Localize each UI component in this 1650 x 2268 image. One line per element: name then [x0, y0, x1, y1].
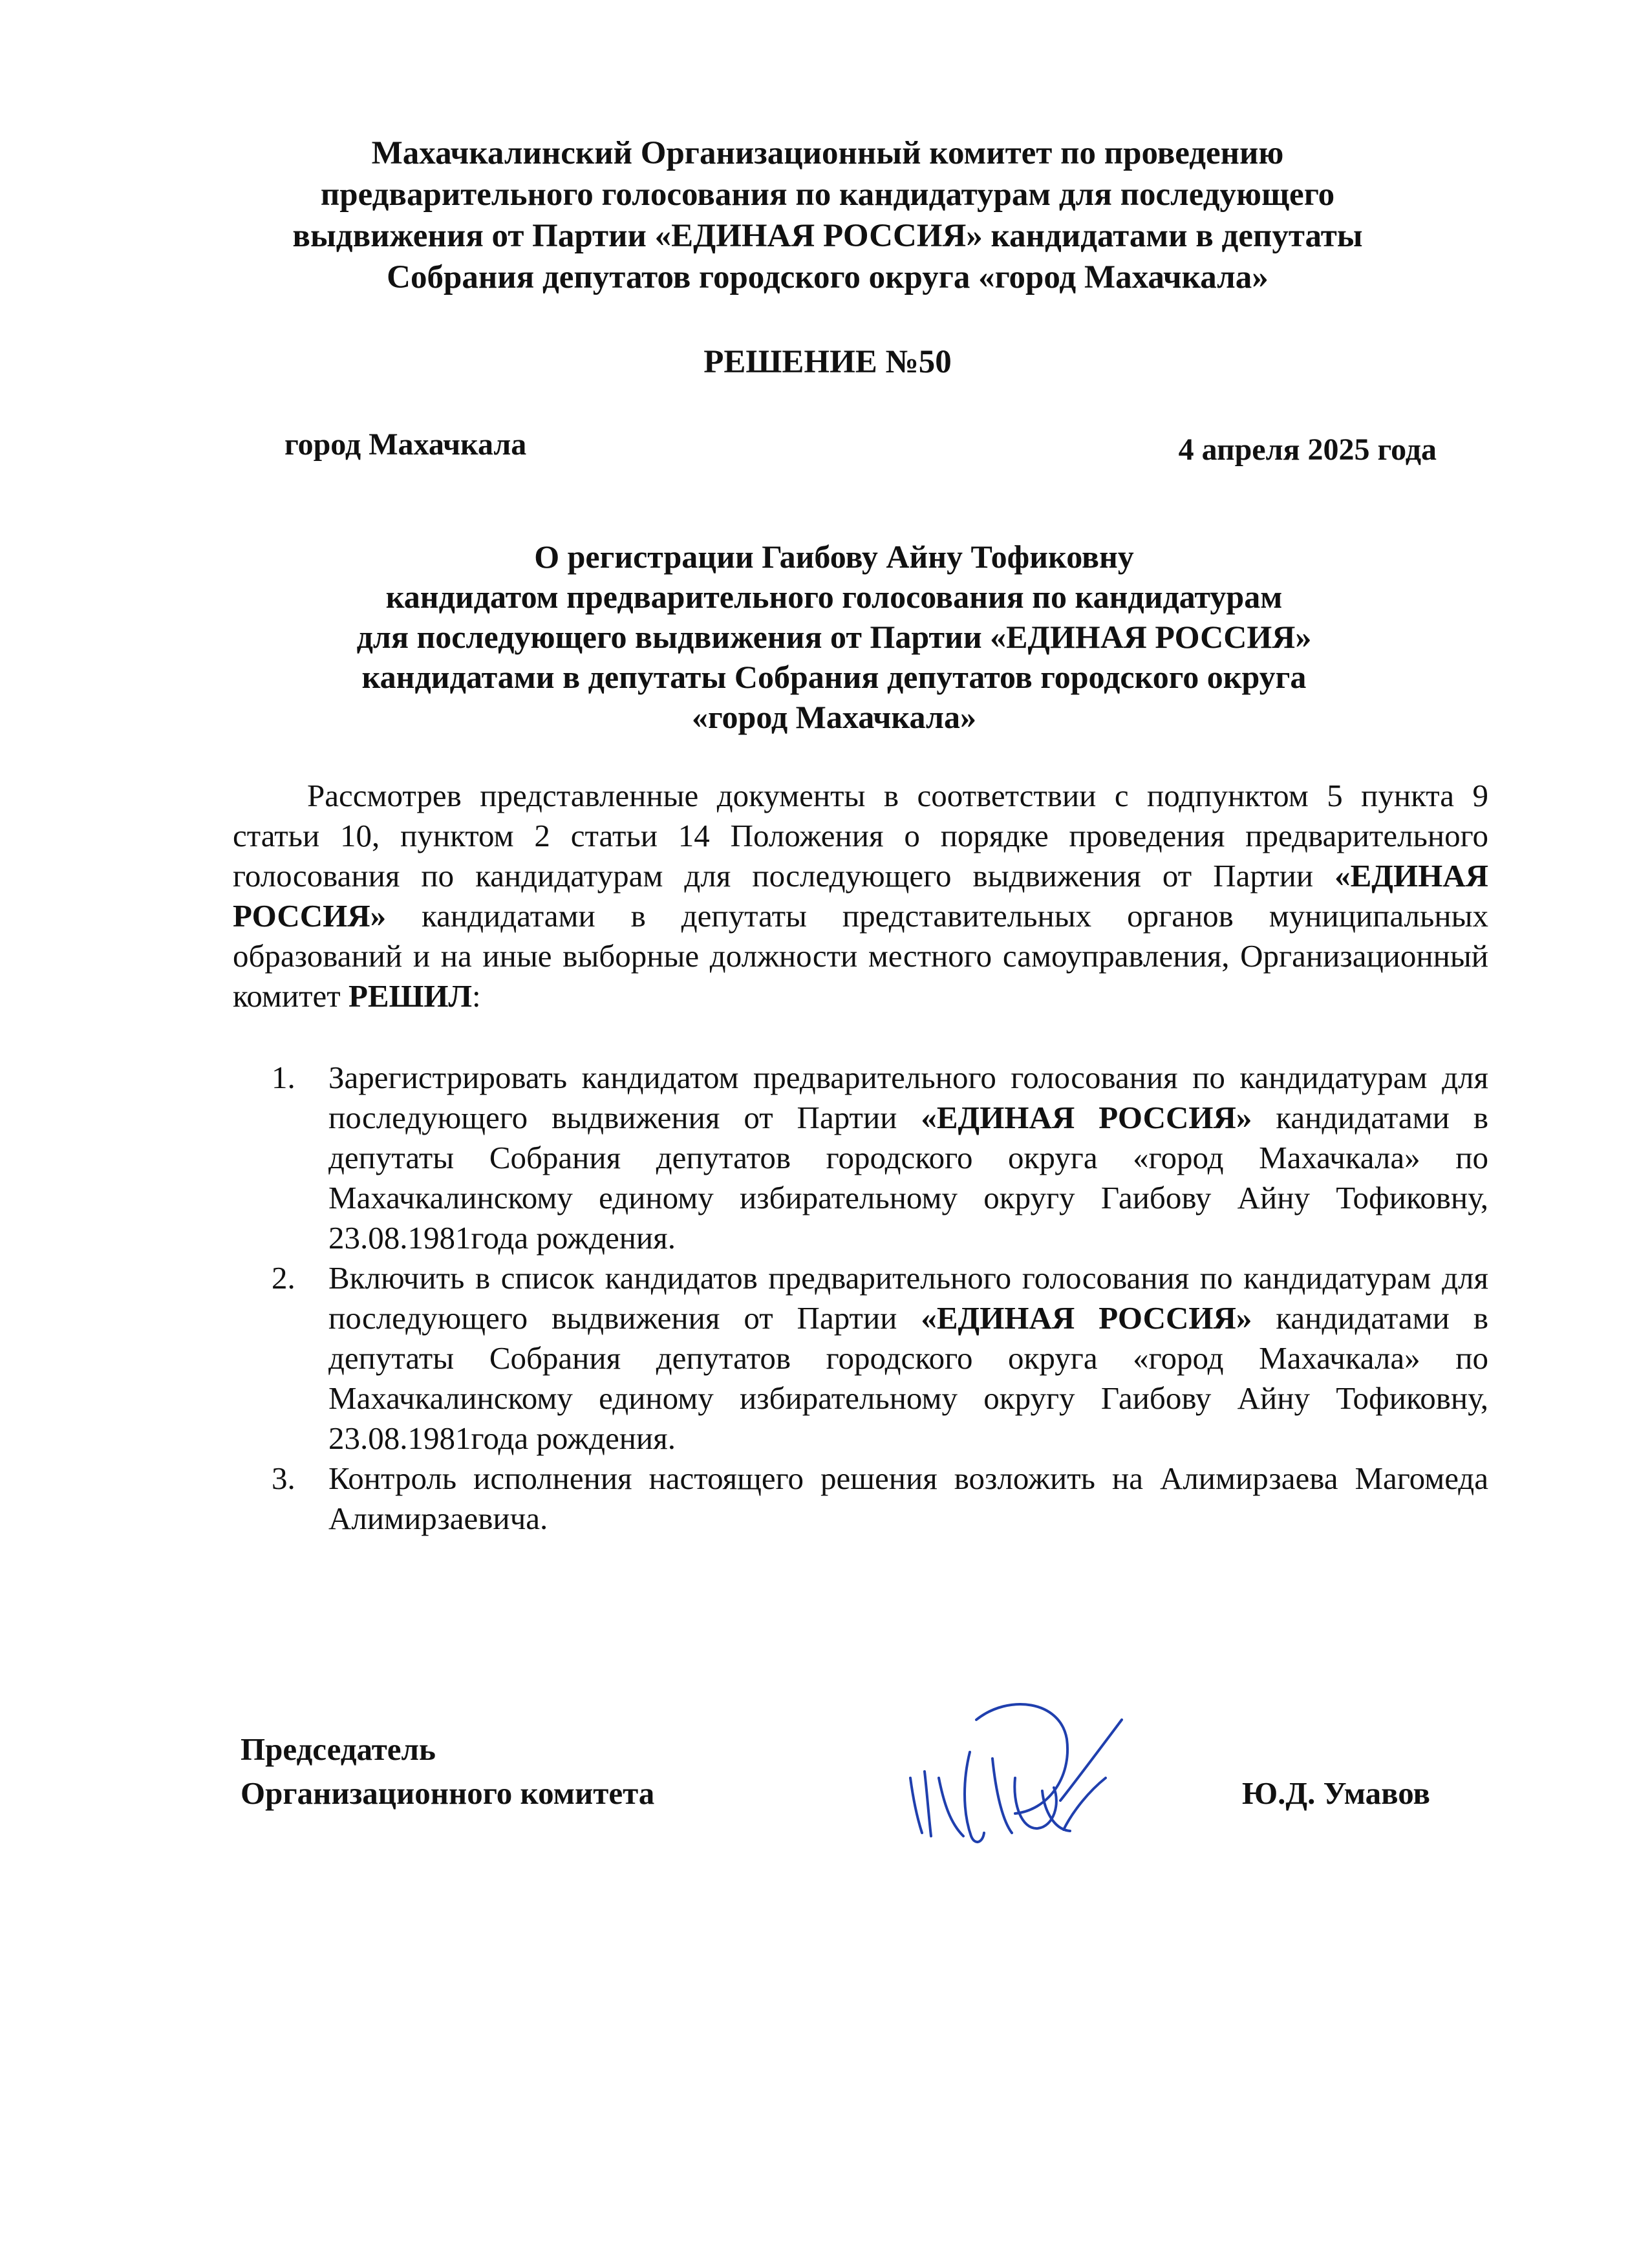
handwritten-signature [899, 1681, 1131, 1878]
item-text: Контроль исполнения настоящего решения возложить на Алимирзаева Магомеда Алимирзаевича. [328, 1460, 1488, 1536]
decision-item [272, 1459, 1488, 1539]
decision-title: РЕШЕНИЕ №50 [703, 344, 952, 380]
party-name: «ЕДИНАЯ РОССИЯ» [233, 858, 1488, 934]
signature-drawing [899, 1681, 1131, 1875]
header-line: Махачкалинский Организационный комитет по проведению [371, 135, 1284, 171]
signatory-name: Ю.Д. Умавов [1242, 1775, 1430, 1811]
committee-header [213, 133, 1442, 298]
item-text: Зарегистрировать кандидатом предварительного голосования по кандидатурам для последующего выдвижения от Партии [328, 1060, 1488, 1135]
item-number: 2. [272, 1260, 295, 1296]
item-text: кандидатами в депутаты Собрания депутатов городского округа «город Махачкала» по Махачкалинскому единому избирательному округу Гаибову Айну Тофиковну, 23.08.1981года рождения. [328, 1300, 1488, 1456]
decision-item [272, 1058, 1488, 1258]
header-line: выдвижения от Партии «ЕДИНАЯ РОССИЯ» кандидатами в депутаты [292, 218, 1363, 254]
signatory-title-line: Организационного комитета [241, 1775, 655, 1811]
header-line: Собрания депутатов городского округа «город Махачкала» [387, 259, 1269, 295]
party-name: «ЕДИНАЯ РОССИЯ» [921, 1300, 1252, 1336]
subject-line: для последующего выдвижения от Партии «ЕДИНАЯ РОССИЯ» [356, 619, 1312, 655]
item-text: Включить в список кандидатов предварительного голосования по кандидатурам для последующего выдвижения от Партии [328, 1260, 1488, 1336]
decided-word: РЕШИЛ [348, 978, 473, 1014]
decision-item [272, 1258, 1488, 1459]
item-number: 3. [272, 1460, 295, 1496]
preamble-text: Рассмотрев представленные документы в соответствии с подпунктом 5 пункта 9 статьи 10, пунктом 2 статьи 14 Положения о порядке проведения предварительного голосования по кандидатурам для последующего выдвижения от Партии [233, 778, 1488, 893]
decision-subject [259, 537, 1409, 737]
signatory-title-line: Председатель [241, 1731, 436, 1767]
preamble-text: кандидатами в депутаты представительных органов муниципальных образований и на иные выборные должности местного самоуправления, Организационный комитет [233, 898, 1488, 1014]
header-line: предварительного голосования по кандидатурам для последующего [320, 177, 1335, 213]
subject-line: «город Махачкала» [692, 699, 976, 735]
decision-items [272, 1058, 1488, 1539]
item-text: кандидатами в депутаты Собрания депутатов городского округа «город Махачкала» по Махачкалинскому единому избирательному округу Гаибову Айну Тофиковну, 23.08.1981года рождения. [328, 1100, 1488, 1256]
decision-date: 4 апреля 2025 года [1178, 433, 1437, 467]
signatory-title [241, 1728, 654, 1815]
preamble-text: : [472, 978, 481, 1014]
subject-line: О регистрации Гаибову Айну Тофиковну [534, 539, 1134, 575]
party-name: «ЕДИНАЯ РОССИЯ» [921, 1100, 1252, 1135]
preamble-paragraph [233, 776, 1488, 1016]
item-number: 1. [272, 1060, 295, 1095]
subject-line: кандидатами в депутаты Собрания депутатов городского округа [361, 659, 1307, 695]
subject-line: кандидатом предварительного голосования по кандидатурам [385, 579, 1283, 615]
place: город Махачкала [284, 427, 527, 462]
